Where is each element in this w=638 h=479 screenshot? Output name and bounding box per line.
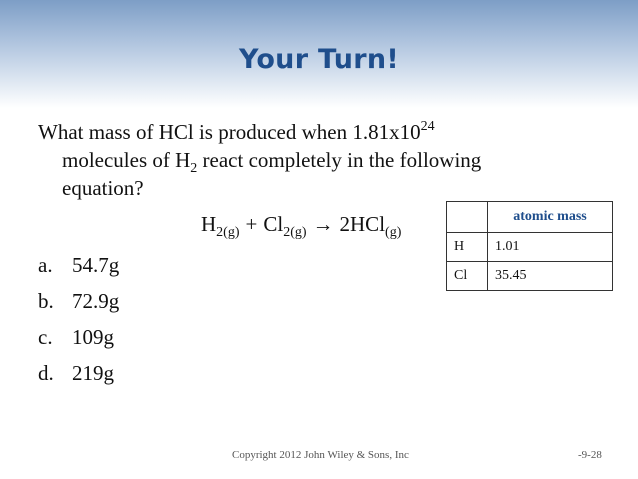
question-text: [38, 118, 578, 202]
copyright-text: Copyright 2012 John Wiley & Sons, Inc: [232, 449, 409, 461]
choice-a[interactable]: [38, 251, 119, 287]
choice-text: 219g: [72, 361, 114, 385]
reaction-arrow: →: [312, 212, 334, 236]
question-part: What mass of HCl is produced when 1.81x10: [38, 120, 421, 144]
reactant-h: H: [201, 212, 217, 236]
choice-c[interactable]: [38, 323, 119, 359]
table-row: [447, 262, 613, 291]
question-line-2: [38, 146, 578, 174]
choice-letter: d.: [38, 361, 54, 385]
plus-sign: +: [245, 212, 258, 236]
choice-b[interactable]: [38, 287, 119, 323]
reactant-cl-sub: 2(g): [283, 225, 307, 240]
question-part: molecules of H: [62, 148, 191, 172]
question-part: react completely in the following: [197, 148, 482, 172]
reactant-cl: Cl: [263, 212, 284, 236]
table-row: [447, 233, 613, 262]
exponent: 24: [420, 119, 435, 134]
answer-choices: [38, 251, 119, 395]
choice-d[interactable]: [38, 359, 119, 395]
slide-title: Your Turn!: [238, 44, 400, 75]
mass-cell: 1.01: [488, 233, 613, 262]
element-cell: H: [447, 233, 488, 262]
choice-text: 72.9g: [72, 289, 120, 313]
subscript: 2: [190, 161, 198, 176]
question-line-1: [38, 118, 578, 146]
choice-text: 54.7g: [72, 253, 120, 277]
page-number: -9-28: [578, 449, 602, 461]
choice-letter: c.: [38, 325, 53, 349]
choice-text: 109g: [72, 325, 114, 349]
table-header-row: [447, 202, 613, 233]
reactant-h-sub: 2(g): [216, 225, 240, 240]
chemical-equation: [201, 212, 401, 241]
atomic-mass-header: atomic mass: [488, 202, 613, 233]
product-hcl-sub: (g): [385, 225, 402, 240]
choice-letter: a.: [38, 253, 53, 277]
mass-cell: 35.45: [488, 262, 613, 291]
question-line-3: equation?: [62, 176, 144, 200]
table-corner-cell: [447, 202, 488, 233]
atomic-mass-table: [446, 201, 613, 291]
product-hcl: 2HCl: [339, 212, 386, 236]
element-cell: Cl: [447, 262, 488, 291]
choice-letter: b.: [38, 289, 54, 313]
